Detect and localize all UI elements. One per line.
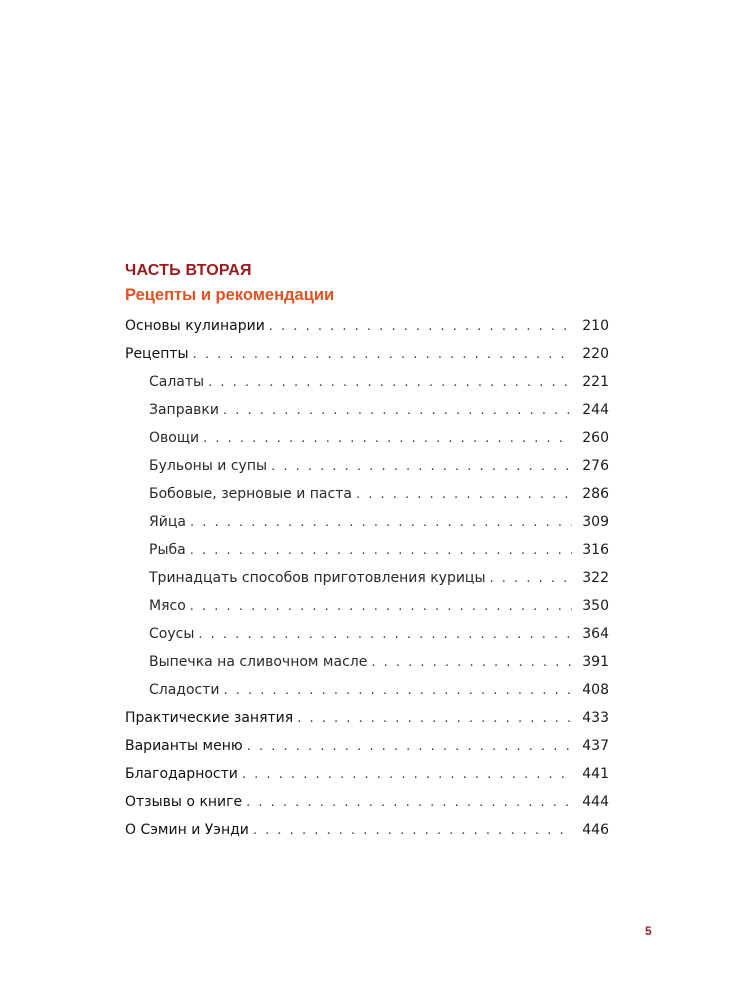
toc-entry-title: О Сэмин и Уэнди	[125, 822, 249, 838]
toc-entry[interactable]	[125, 400, 609, 428]
page-number: 5	[645, 924, 652, 938]
toc-entry-title: Выпечка на сливочном масле	[149, 654, 368, 670]
dot-leader	[271, 457, 572, 477]
toc-entry-title: Салаты	[149, 374, 205, 390]
dot-leader	[253, 821, 572, 841]
toc-entry[interactable]	[125, 456, 609, 484]
toc-entry-page: 220	[582, 346, 609, 362]
toc-entry-title: Сладости	[149, 682, 220, 698]
toc-entry-title: Соусы	[149, 626, 195, 642]
toc-entry-title: Бобовые, зерновые и паста	[149, 486, 352, 502]
toc-entry[interactable]	[125, 652, 609, 680]
toc-entry-title: Тринадцать способов приготовления курицы	[149, 570, 486, 586]
toc-entry-page: 322	[582, 570, 609, 586]
toc-entry-page: 433	[582, 710, 609, 726]
toc-entry[interactable]	[125, 428, 609, 456]
part-label: ЧАСТЬ ВТОРАЯ	[125, 262, 252, 279]
dot-leader	[356, 485, 572, 505]
toc-entry-title: Мясо	[149, 598, 186, 614]
dot-leader	[247, 737, 573, 757]
dot-leader	[371, 653, 572, 673]
toc-entry-title: Овощи	[149, 430, 200, 446]
toc-entry-page: 364	[582, 626, 609, 642]
toc-entry-title: Яйца	[149, 514, 186, 530]
toc-entry-title: Основы кулинарии	[125, 318, 265, 334]
dot-leader	[193, 345, 573, 365]
toc-entry-page: 276	[582, 458, 609, 474]
dot-leader	[190, 541, 573, 561]
dot-leader	[490, 569, 573, 589]
toc-entry-page: 221	[582, 374, 609, 390]
table-of-contents	[125, 316, 609, 848]
toc-entry-page: 260	[582, 430, 609, 446]
dot-leader	[269, 317, 572, 337]
toc-entry-page: 244	[582, 402, 609, 418]
dot-leader	[208, 373, 572, 393]
toc-entry-page: 446	[582, 822, 609, 838]
toc-entry-page: 408	[582, 682, 609, 698]
dot-leader	[246, 793, 572, 813]
part-title: Рецепты и рекомендации	[125, 286, 335, 304]
toc-entry-page: 210	[582, 318, 609, 334]
toc-entry[interactable]	[125, 764, 609, 792]
dot-leader	[203, 429, 572, 449]
toc-entry-page: 444	[582, 794, 609, 810]
toc-entry[interactable]	[125, 736, 609, 764]
dot-leader	[198, 625, 572, 645]
toc-entry[interactable]	[125, 792, 609, 820]
toc-entry-title: Отзывы о книге	[125, 794, 243, 810]
toc-entry-title: Благодарности	[125, 766, 238, 782]
toc-entry-page: 441	[582, 766, 609, 782]
toc-entry-title: Заправки	[149, 402, 219, 418]
toc-entry-page: 350	[582, 598, 609, 614]
dot-leader	[242, 765, 572, 785]
toc-entry[interactable]	[125, 820, 609, 848]
toc-entry-page: 286	[582, 486, 609, 502]
toc-entry[interactable]	[125, 624, 609, 652]
toc-entry[interactable]	[125, 596, 609, 624]
dot-leader	[297, 709, 572, 729]
toc-entry-page: 316	[582, 542, 609, 558]
toc-entry-title: Практические занятия	[125, 710, 294, 726]
toc-entry[interactable]	[125, 680, 609, 708]
toc-entry-title: Рыба	[149, 542, 186, 558]
dot-leader	[190, 597, 573, 617]
toc-entry[interactable]	[125, 344, 609, 372]
dot-leader	[224, 681, 573, 701]
toc-entry[interactable]	[125, 316, 609, 344]
toc-entry[interactable]	[125, 484, 609, 512]
toc-entry-page: 391	[582, 654, 609, 670]
toc-entry-title: Рецепты	[125, 346, 189, 362]
dot-leader	[190, 513, 572, 533]
toc-entry-page: 437	[582, 738, 609, 754]
toc-entry[interactable]	[125, 372, 609, 400]
toc-entry[interactable]	[125, 540, 609, 568]
toc-entry[interactable]	[125, 512, 609, 540]
toc-entry[interactable]	[125, 708, 609, 736]
toc-entry-page: 309	[582, 514, 609, 530]
dot-leader	[223, 401, 572, 421]
toc-entry-title: Варианты меню	[125, 738, 243, 754]
toc-entry-title: Бульоны и супы	[149, 458, 268, 474]
toc-entry[interactable]	[125, 568, 609, 596]
